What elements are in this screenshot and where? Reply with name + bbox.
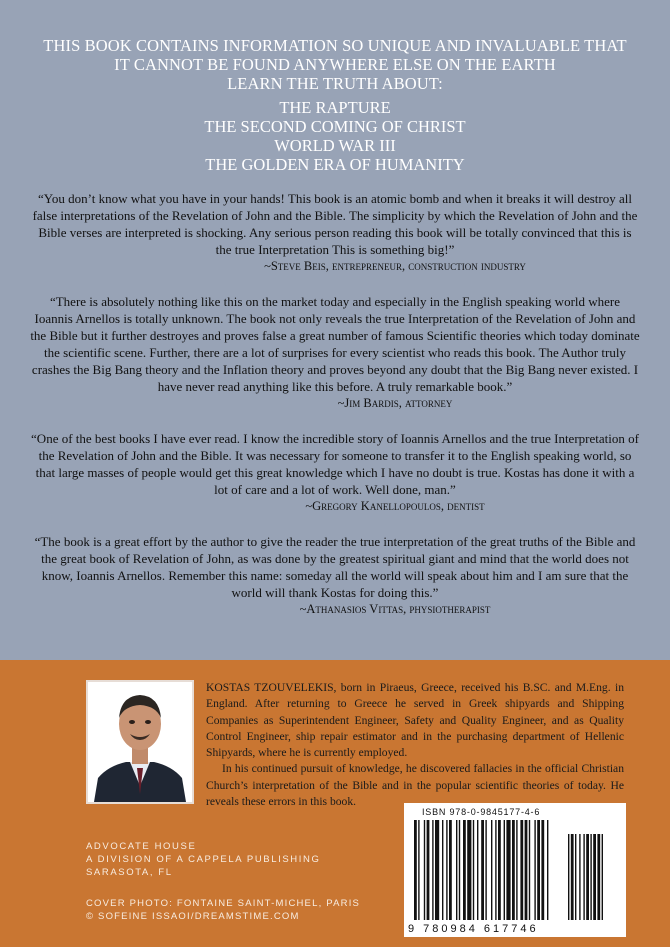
testimonial-attribution: ~Gregory Kanellopoulos, dentist bbox=[305, 499, 485, 513]
barcode-bar bbox=[463, 820, 466, 920]
testimonial-attribution: ~Jim Bardis, attorney bbox=[337, 396, 453, 410]
author-portrait-icon bbox=[88, 682, 192, 802]
barcode-bar bbox=[481, 820, 484, 920]
barcode-bar bbox=[456, 820, 457, 920]
barcode-bar bbox=[571, 834, 574, 920]
barcode-bar bbox=[541, 820, 544, 920]
barcode-bar bbox=[477, 820, 478, 920]
barcode-bar bbox=[597, 834, 600, 920]
barcode-bar bbox=[520, 820, 523, 920]
testimonial bbox=[30, 293, 640, 412]
barcode-bar bbox=[525, 820, 528, 920]
barcode-bar bbox=[446, 820, 447, 920]
testimonial-text: “The book is a great effort by the author to give the reader the true interpretation of the great truths of the Bible and the great book of Revelation of John, as was done by the greatest spiritual giant and mind that the world does not know, Ioannis Arnellos. Remember this name: someday all the world will speak about him and I am sure that the world will thank Kostas for doing this.” bbox=[34, 534, 636, 600]
barcode-bar bbox=[427, 820, 430, 920]
barcode-bar bbox=[485, 820, 486, 920]
barcode-bar bbox=[435, 820, 439, 920]
topic-item: THE RAPTURE bbox=[279, 98, 391, 117]
headline-line: IT CANNOT BE FOUND ANYWHERE ELSE ON THE EARTH bbox=[114, 55, 556, 74]
barcode-bar bbox=[568, 834, 569, 920]
credit-line: COVER PHOTO: FONTAINE SAINT-MICHEL, PARIS bbox=[86, 898, 361, 909]
testimonial bbox=[30, 533, 640, 618]
topic-item: THE GOLDEN ERA OF HUMANITY bbox=[205, 155, 465, 174]
barcode-bar bbox=[586, 834, 589, 920]
bio-paragraph: KOSTAS TZOUVELEKIS, born in Piraeus, Greece, received his B.SC. and M.Eng. in England. After returning to Greece he served in Greek shipyards and Shipping Companies as Superintendent Engineer, Safety and Quality Engineer, and as Quality Control Engineer, ship repair estimator and in the purchasing department of Hellenic Shipyards, where he is currently employed. bbox=[206, 681, 624, 760]
testimonials bbox=[30, 190, 640, 636]
barcode-bar bbox=[491, 820, 492, 920]
barcode-bar bbox=[498, 820, 501, 920]
headline-line: THIS BOOK CONTAINS INFORMATION SO UNIQUE AND INVALUABLE THAT bbox=[43, 36, 627, 55]
barcode-bar bbox=[467, 820, 471, 920]
photo-credits bbox=[86, 897, 360, 923]
testimonial-attribution: ~Athanasios Vittas, physiotherapist bbox=[299, 602, 491, 616]
bio-paragraph: In his continued pursuit of knowledge, he discovered fallacies in the official Christian Church’s interpretation of the Bible and in the popular scientific theories of today. He reveals these errors in this book. bbox=[206, 762, 624, 809]
barcode-bar bbox=[432, 820, 433, 920]
credit-line: © SOFEINE ISSAOI/DREAMSTIME.COM bbox=[86, 911, 300, 922]
isbn-barcode bbox=[404, 803, 626, 937]
testimonial bbox=[30, 430, 640, 515]
barcode-bar bbox=[512, 820, 515, 920]
topic-item: WORLD WAR III bbox=[274, 136, 396, 155]
barcode-bar bbox=[583, 834, 584, 920]
barcode-bar bbox=[537, 820, 540, 920]
author-bio bbox=[206, 680, 624, 810]
isbn-label: ISBN 978-0-9845177-4-6 bbox=[422, 807, 541, 817]
barcode-bar bbox=[506, 820, 510, 920]
barcode-bar bbox=[495, 820, 496, 920]
headline-line: LEARN THE TRUTH ABOUT: bbox=[227, 74, 443, 93]
barcode-bar bbox=[602, 834, 603, 920]
barcode-bar bbox=[442, 820, 443, 920]
testimonial-text: “You don’t know what you have in your hands! This book is an atomic bomb and when it breaks it will destroy all false interpretations of the Revelation of John and the Bible. The simplicity by which the Revelation of John and the Bible verses are interpreted is shocking. Any serious person reading this book will be totally convinced that this is the true Interpretation This is something big!” bbox=[32, 191, 638, 257]
barcode-bar bbox=[504, 820, 505, 920]
publisher-line: SARASOTA, FL bbox=[86, 867, 173, 878]
barcode-bar bbox=[424, 820, 425, 920]
barcode-bar bbox=[459, 820, 460, 920]
barcode-bar bbox=[575, 834, 576, 920]
barcode-bar bbox=[414, 820, 417, 920]
barcode-bar bbox=[418, 820, 419, 920]
publisher-line: A DIVISION OF A CAPPELA PUBLISHING bbox=[86, 854, 321, 865]
testimonial-text: “There is absolutely nothing like this on the market today and especially in the English speaking world where Ioannis Arnellos is totally unknown. The book not only reveals the true Interpretation of the Revelation of John and the Bible but it further destroyes and proves false a great number of famous Scientific theories which today dominate the scientific scene. Further, there are a lot of surprises for every scientist who reads this book. The Author truly crashes the Big Bang theory and the Inflation theory and proves beyond any doubt that the Big Bang never existed. I have never read anything like this before. A truly remarkable book.” bbox=[30, 294, 640, 394]
barcode-bar bbox=[590, 834, 591, 920]
barcode-bar bbox=[449, 820, 452, 920]
barcode-bar bbox=[579, 834, 580, 920]
barcode-bar bbox=[593, 834, 596, 920]
barcode-bar bbox=[473, 820, 474, 920]
barcode-bar bbox=[547, 820, 548, 920]
barcode-bar bbox=[516, 820, 517, 920]
topic-item: THE SECOND COMING OF CHRIST bbox=[204, 117, 466, 136]
testimonial bbox=[30, 190, 640, 275]
barcode-bar bbox=[534, 820, 535, 920]
testimonial-text: “One of the best books I have ever read. I know the incredible story of Ioannis Arnellos and the true Interpretation of the Revelation of John and the Bible. It was necessary for someone to transfer it to the English speaking world, so that large masses of people would get this great knowledge which I have no doubt is true. Kostas has done it with a lot of care and a lot of work. Well done, man.” bbox=[31, 431, 639, 497]
author-photo bbox=[86, 680, 194, 804]
testimonial-attribution: ~Steve Beis, entrepreneur, construction industry bbox=[264, 259, 526, 273]
barcode-bars-icon bbox=[410, 820, 620, 922]
headline bbox=[20, 36, 650, 93]
barcode-digits: 9 780984 617746 bbox=[408, 923, 539, 935]
publisher-line: ADVOCATE HOUSE bbox=[86, 841, 197, 852]
publisher-info bbox=[86, 840, 320, 879]
topic-list bbox=[20, 98, 650, 174]
barcode-bar bbox=[529, 820, 530, 920]
